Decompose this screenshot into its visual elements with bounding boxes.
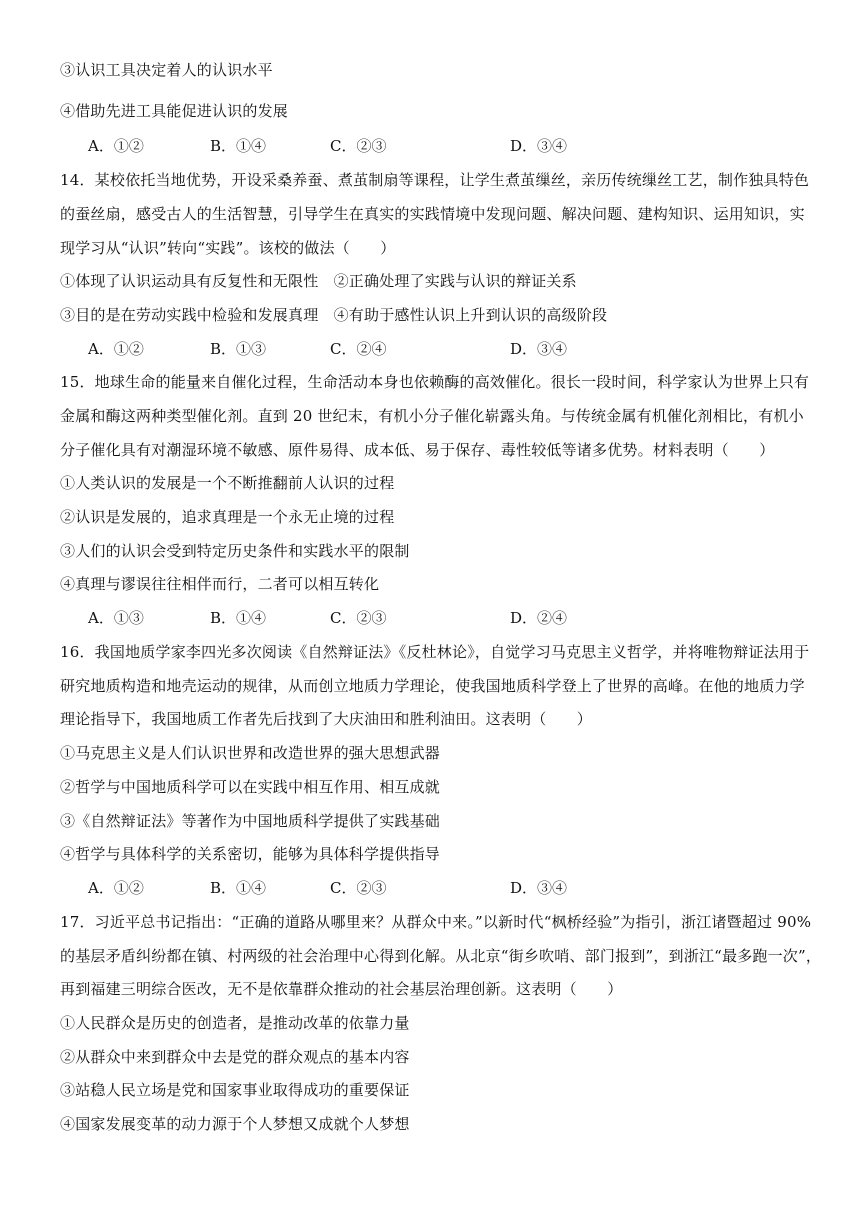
option-d: D．②④: [510, 609, 568, 627]
statement-line: ①人类认识的发展是一个不断推翻前人认识的过程: [60, 474, 395, 492]
question-17-stem: 17．习近平总书记指出：“正确的道路从哪里来？从群众中来。”以新时代“枫桥经验”为指引，浙江诸暨超过 90%: [60, 913, 812, 931]
option-b: B．①④: [210, 609, 267, 627]
statement-line: ②从群众中来到群众中去是党的群众观点的基本内容: [60, 1048, 410, 1066]
statement-line: ③人们的认识会受到特定历史条件和实践水平的限制: [60, 542, 410, 560]
question-15-stem: 金属和酶这两种类型催化剂。直到 20 世纪末，有机小分子催化崭露头角。与传统金属有机催化剂相比，有机小: [60, 407, 804, 425]
question-17-stem: 的基层矛盾纠纷都在镇、村两级的社会治理中心得到化解。从北京“街乡吹哨、部门报到”，到浙江“最多跑一次”，: [60, 947, 822, 965]
question-14-stem: 14．某校依托当地优势，开设采桑养蚕、煮茧制扇等课程，让学生煮茧缫丝，亲历传统缫丝工艺，制作独具特色: [60, 171, 810, 189]
option-c: C．②③: [330, 879, 387, 897]
statement-line: ②哲学与中国地质科学可以在实践中相互作用、相互成就: [60, 778, 441, 796]
option-b: B．①④: [210, 879, 267, 897]
question-15-stem: 分子催化具有对潮湿环境不敏感、原件易得、成本低、易于保存、毒性较低等诸多优势。材料表明（ ）: [60, 441, 775, 459]
answer-options: [88, 878, 788, 898]
option-a: A．①③: [88, 609, 144, 627]
statement-line: ③目的是在劳动实践中检验和发展真理 ④有助于感性认识上升到认识的高级阶段: [60, 306, 608, 324]
statement-line: ④真理与谬误往往相伴而行，二者可以相互转化: [60, 575, 380, 593]
statement-line: ①马克思主义是人们认识世界和改造世界的强大思想武器: [60, 744, 441, 762]
statement-line: ①人民群众是历史的创造者，是推动改革的依靠力量: [60, 1014, 410, 1032]
option-d: D．③④: [510, 340, 568, 358]
option-b: B．①④: [210, 137, 267, 155]
option-d: D．③④: [510, 137, 568, 155]
statement-line: ③站稳人民立场是党和国家事业取得成功的重要保证: [60, 1081, 410, 1099]
statement-line: ③《自然辩证法》等著作为中国地质科学提供了实践基础: [60, 812, 441, 830]
option-a: A．①②: [88, 137, 144, 155]
question-15-stem: 15．地球生命的能量来自催化过程，生命活动本身也依赖酶的高效催化。很长一段时间，科学家认为世界上只有: [60, 373, 810, 391]
statement-line: ③认识工具决定着人的认识水平: [60, 61, 273, 79]
question-14-stem: 现学习从“认识”转向“实践”。该校的做法（ ）: [60, 239, 396, 257]
option-c: C．②③: [330, 137, 387, 155]
answer-options: [88, 339, 788, 359]
option-c: C．②④: [330, 340, 387, 358]
answer-options: [88, 136, 788, 156]
statement-line: ④国家发展变革的动力源于个人梦想又成就个人梦想: [60, 1115, 410, 1133]
question-16-stem: 16．我国地质学家李四光多次阅读《自然辩证法》《反杜林论》，自觉学习马克思主义哲学，并将唯物辩证法用于: [60, 643, 810, 661]
statement-line: ④借助先进工具能促进认识的发展: [60, 102, 289, 120]
statement-line: ②认识是发展的，追求真理是一个永无止境的过程: [60, 508, 395, 526]
question-16-stem: 研究地质构造和地壳运动的规律，从而创立地质力学理论，使我国地质科学登上了世界的高峰。在他的地质力学: [60, 677, 805, 695]
option-a: A．①②: [88, 340, 144, 358]
question-16-stem: 理论指导下，我国地质工作者先后找到了大庆油田和胜利油田。这表明（ ）: [60, 710, 593, 728]
option-a: A．①②: [88, 879, 144, 897]
option-c: C．②③: [330, 609, 387, 627]
option-b: B．①③: [210, 340, 267, 358]
answer-options: [88, 608, 788, 628]
statement-line: ④哲学与具体科学的关系密切，能够为具体科学提供指导: [60, 845, 441, 863]
question-17-stem: 再到福建三明综合医改，无不是依靠群众推动的社会基层治理创新。这表明（ ）: [60, 980, 623, 998]
question-14-stem: 的蚕丝扇，感受古人的生活智慧，引导学生在真实的实践情境中发现问题、解决问题、建构知识、运用知识，实: [60, 205, 805, 223]
option-d: D．③④: [510, 879, 568, 897]
statement-line: ①体现了认识运动具有反复性和无限性 ②正确处理了实践与认识的辩证关系: [60, 272, 577, 290]
